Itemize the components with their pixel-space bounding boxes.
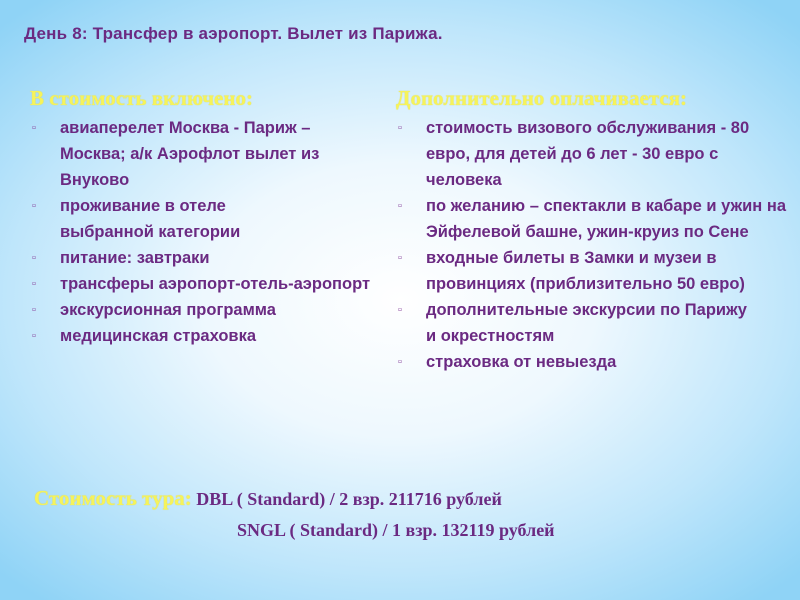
bullet-icon: ▫ — [398, 200, 402, 212]
list-item — [396, 349, 786, 375]
list-item — [30, 245, 380, 271]
list-item — [30, 271, 375, 297]
bullet-icon: ▫ — [32, 278, 36, 290]
list-item-text: авиаперелет Москва - Париж – Москва; а/к Аэрофлот вылет из Внуково — [60, 119, 320, 189]
bullet-icon: ▫ — [32, 200, 36, 212]
list-item-text: проживание в отеле выбранной категории — [60, 197, 241, 241]
list-item — [396, 193, 796, 245]
extra-column — [396, 86, 786, 375]
bullet-icon: ▫ — [398, 122, 402, 134]
list-item — [396, 297, 756, 349]
list-item-text: дополнительные экскурсии по Парижу и окрестностям — [426, 301, 747, 345]
list-item-text: стоимость визового обслуживания - 80 евро, для детей до 6 лет - 30 евро с человека — [426, 119, 750, 189]
bullet-icon: ▫ — [32, 304, 36, 316]
list-item — [396, 245, 800, 297]
list-item-text: по желанию – спектакли в кабаре и ужин на Эйфелевой башне, ужин-круиз по Сене — [426, 197, 787, 241]
bullet-icon: ▫ — [398, 356, 402, 368]
list-item — [30, 193, 310, 245]
bullet-icon: ▫ — [398, 252, 402, 264]
bullet-icon: ▫ — [398, 304, 402, 316]
list-item-text: медицинская страховка — [60, 327, 257, 345]
bullet-icon: ▫ — [32, 330, 36, 342]
extra-heading: Дополнительно оплачивается: — [396, 86, 688, 110]
list-item-text: питание: завтраки — [60, 249, 210, 267]
list-item-text: страховка от невыезда — [426, 353, 617, 371]
bullet-icon: ▫ — [32, 122, 36, 134]
price-label: Стоимость тура: — [34, 486, 192, 510]
tour-price — [34, 486, 555, 540]
list-item-text: трансферы аэропорт-отель-аэропорт — [60, 275, 371, 293]
slide-title: День 8: Трансфер в аэропорт. Вылет из Парижа. — [24, 24, 443, 43]
list-item — [396, 115, 786, 193]
extra-list — [396, 115, 786, 375]
included-column — [30, 86, 380, 349]
price-dbl: DBL ( Standard) / 2 взр. 211716 рублей — [196, 489, 502, 509]
price-line-dbl — [34, 486, 502, 511]
included-list — [30, 115, 380, 349]
list-item-text: входные билеты в Замки и музеи в провинциях (приблизительно 50 евро) — [426, 249, 745, 293]
bullet-icon: ▫ — [32, 252, 36, 264]
included-heading: В стоимость включено: — [30, 86, 253, 110]
price-sngl: SNGL ( Standard) / 1 взр. 132119 рублей — [237, 520, 555, 540]
list-item — [30, 115, 380, 193]
list-item — [30, 323, 380, 349]
list-item-text: экскурсионная программа — [60, 301, 276, 319]
list-item — [30, 297, 380, 323]
